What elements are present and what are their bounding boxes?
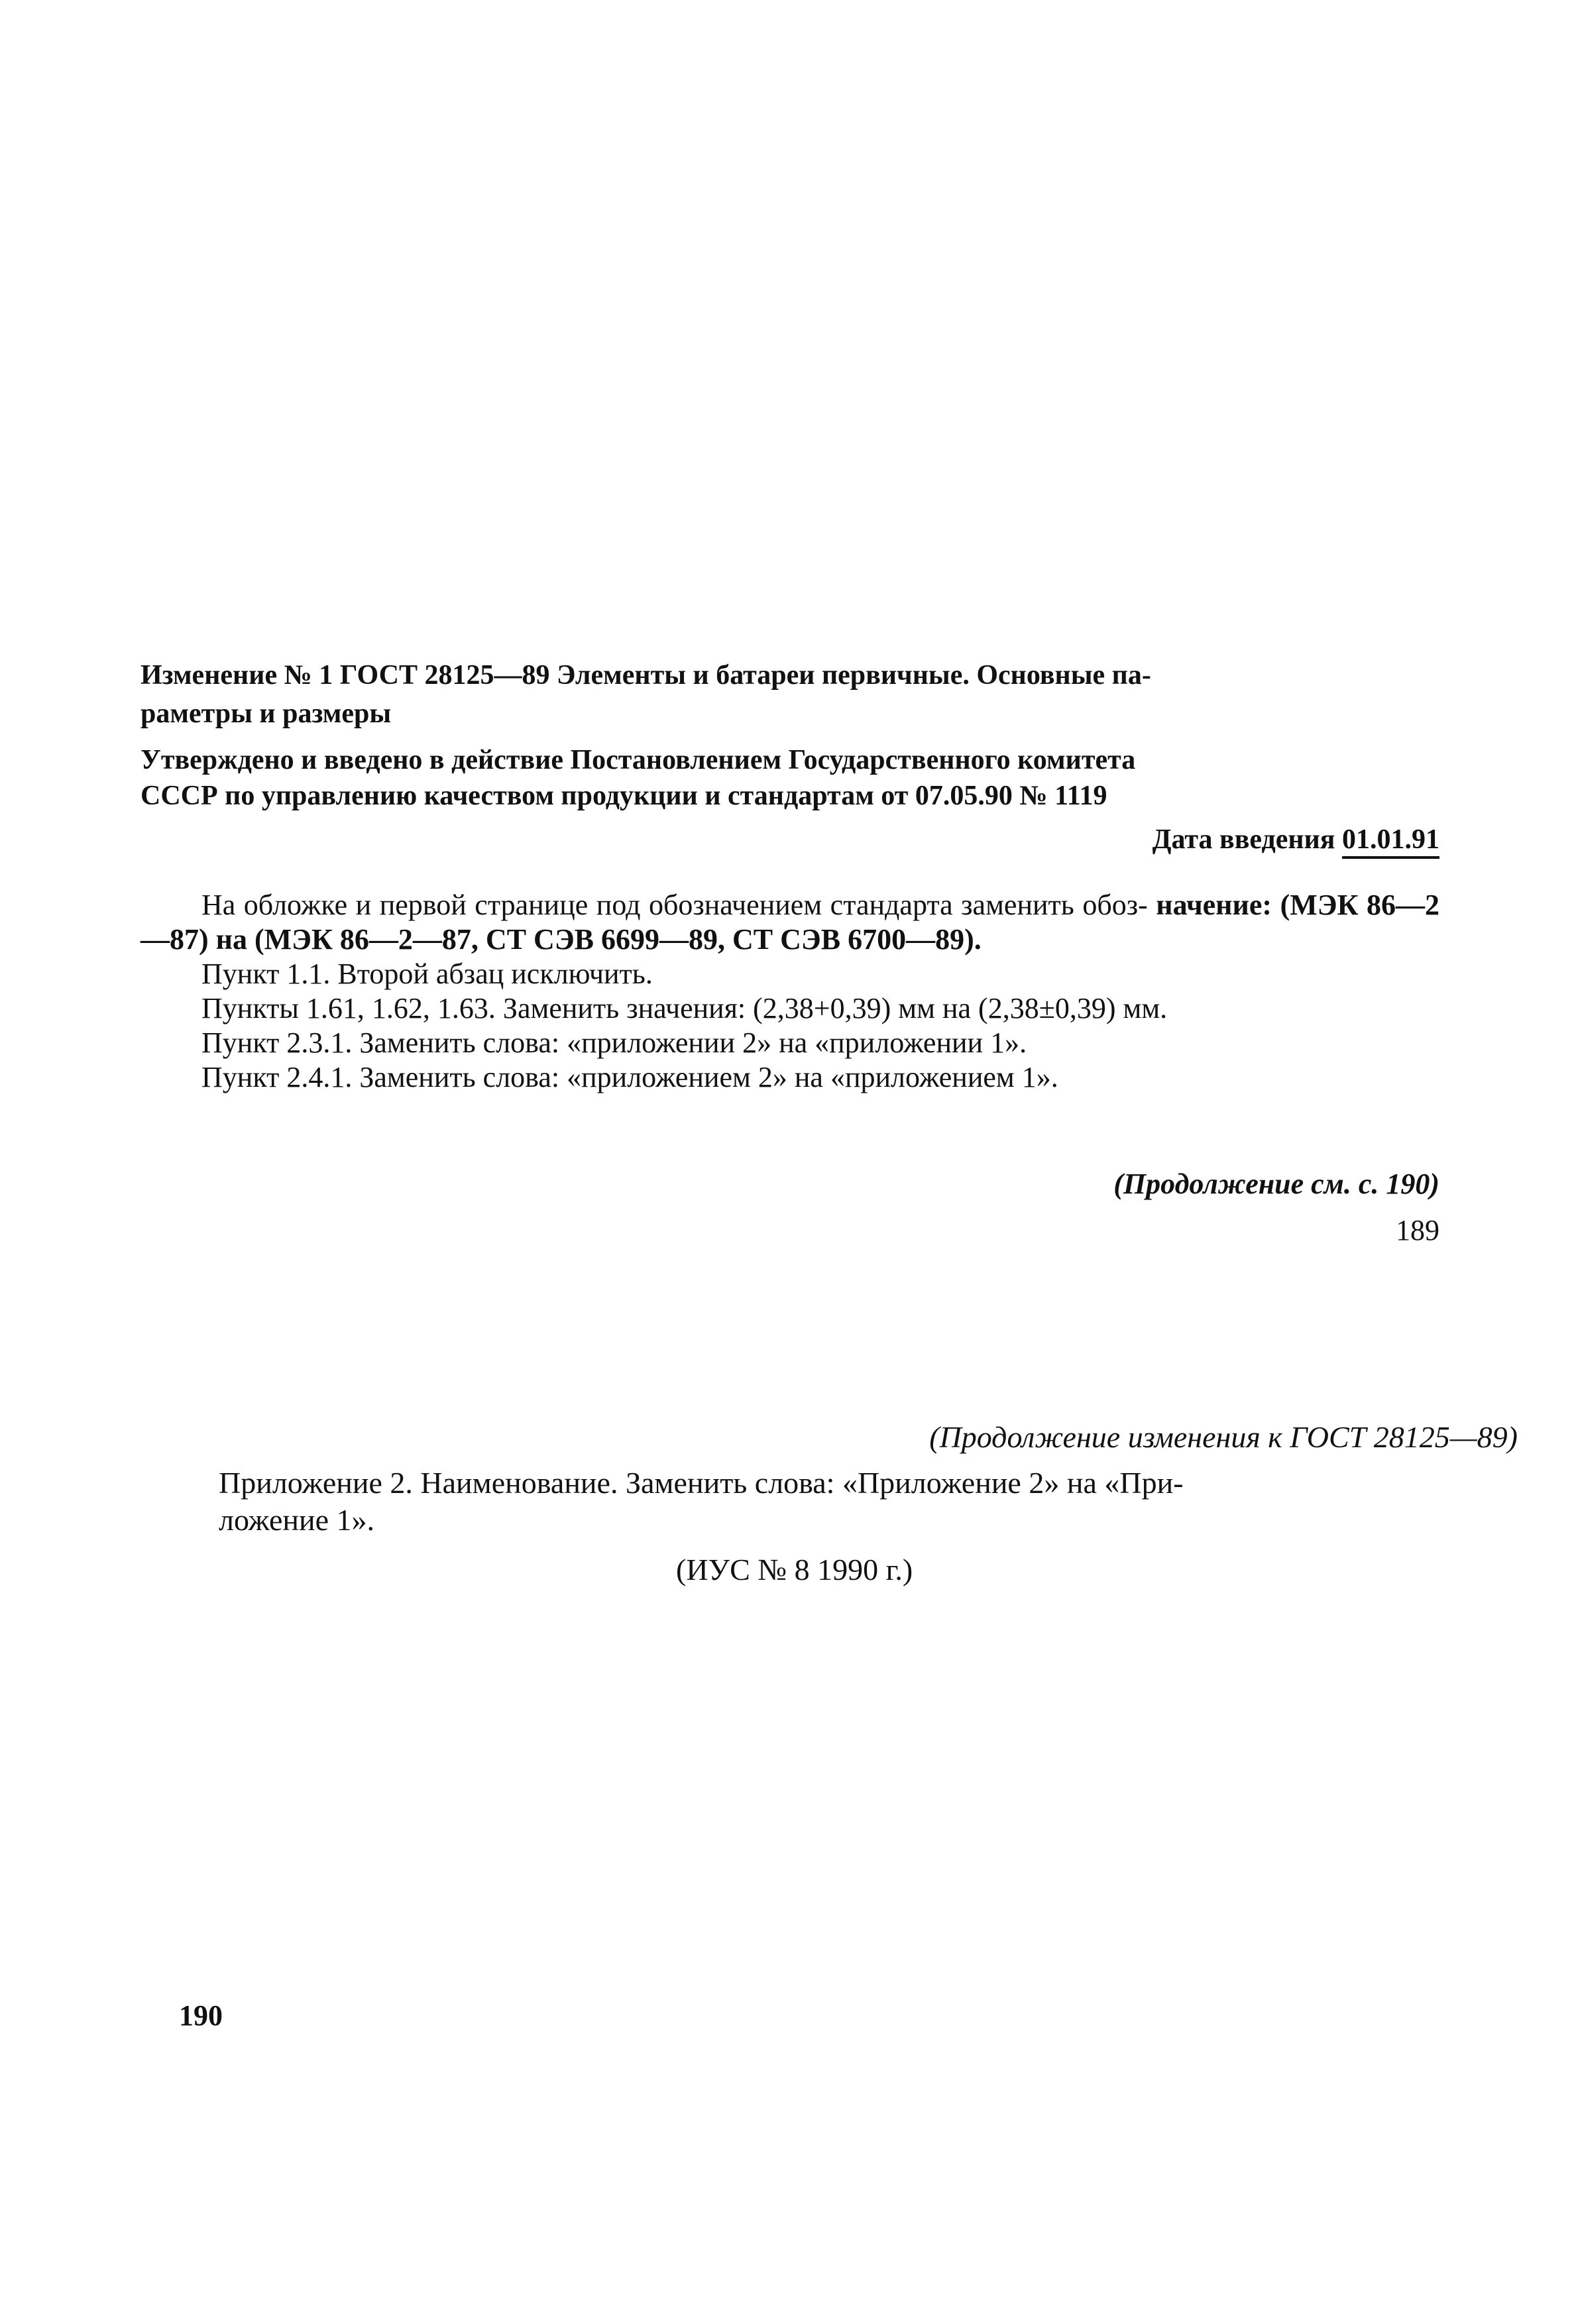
- cover-change-part-3: 6700—89).: [848, 923, 982, 956]
- change-item-3: Пункт 2.3.1. Заменить слова: «приложении 2» на «приложении 1».: [201, 1026, 1027, 1059]
- ius-reference: (ИУС № 8 1990 г.): [676, 1553, 913, 1586]
- amendment-title: [141, 656, 1439, 733]
- cover-change-part-2: начение: (МЭК 86—2—87) на (МЭК 86—2—87, СТ СЭВ 6699—89, СТ СЭВ: [141, 889, 1439, 956]
- changes-list: [141, 888, 1439, 1095]
- approval-statement: [141, 742, 1439, 814]
- change-item-1: Пункт 1.1. Второй абзац исключить.: [201, 958, 653, 990]
- change-item-2: Пункты 1.61, 1.62, 1.63. Заменить значения: (2,38+0,39) мм на (2,38±0,39) мм.: [201, 992, 1168, 1024]
- cover-change-paragraph: [141, 888, 1439, 957]
- appendix-change-line-1: Приложение 2. Наименование. Заменить слова: «Приложение 2» на «При-: [219, 1466, 1184, 1500]
- continued-note: (Продолжение см. с. 190): [1113, 1168, 1439, 1200]
- page-number-first: 189: [1396, 1214, 1439, 1246]
- appendix-change-line-2: ложение 1».: [219, 1503, 375, 1537]
- amendment-title-line-2: раметры и размеры: [141, 698, 392, 729]
- approval-line-1: Утверждено и введено в действие Постановлением Государственного комитета: [141, 745, 1136, 775]
- introduction-date: [994, 822, 1439, 858]
- appendix-change: [219, 1465, 1518, 1539]
- continuation-header: (Продолжение изменения к ГОСТ 28125—89): [929, 1420, 1518, 1454]
- introduction-date-label: Дата введения: [1152, 824, 1335, 855]
- approval-line-2: СССР по управлению качеством продукции и стандартам от 07.05.90 № 1119: [141, 781, 1107, 811]
- amendment-title-line-1: Изменение № 1 ГОСТ 28125—89 Элементы и батареи первичные. Основные па-: [141, 660, 1151, 691]
- change-item-4: Пункт 2.4.1. Заменить слова: «приложением 2» на «приложением 1».: [201, 1061, 1058, 1093]
- introduction-date-value: 01.01.91: [1342, 824, 1439, 859]
- cover-change-part-1: На обложке и первой странице под обозначением стандарта заменить обоз-: [201, 889, 1148, 921]
- page-number-second: 190: [179, 1999, 223, 2032]
